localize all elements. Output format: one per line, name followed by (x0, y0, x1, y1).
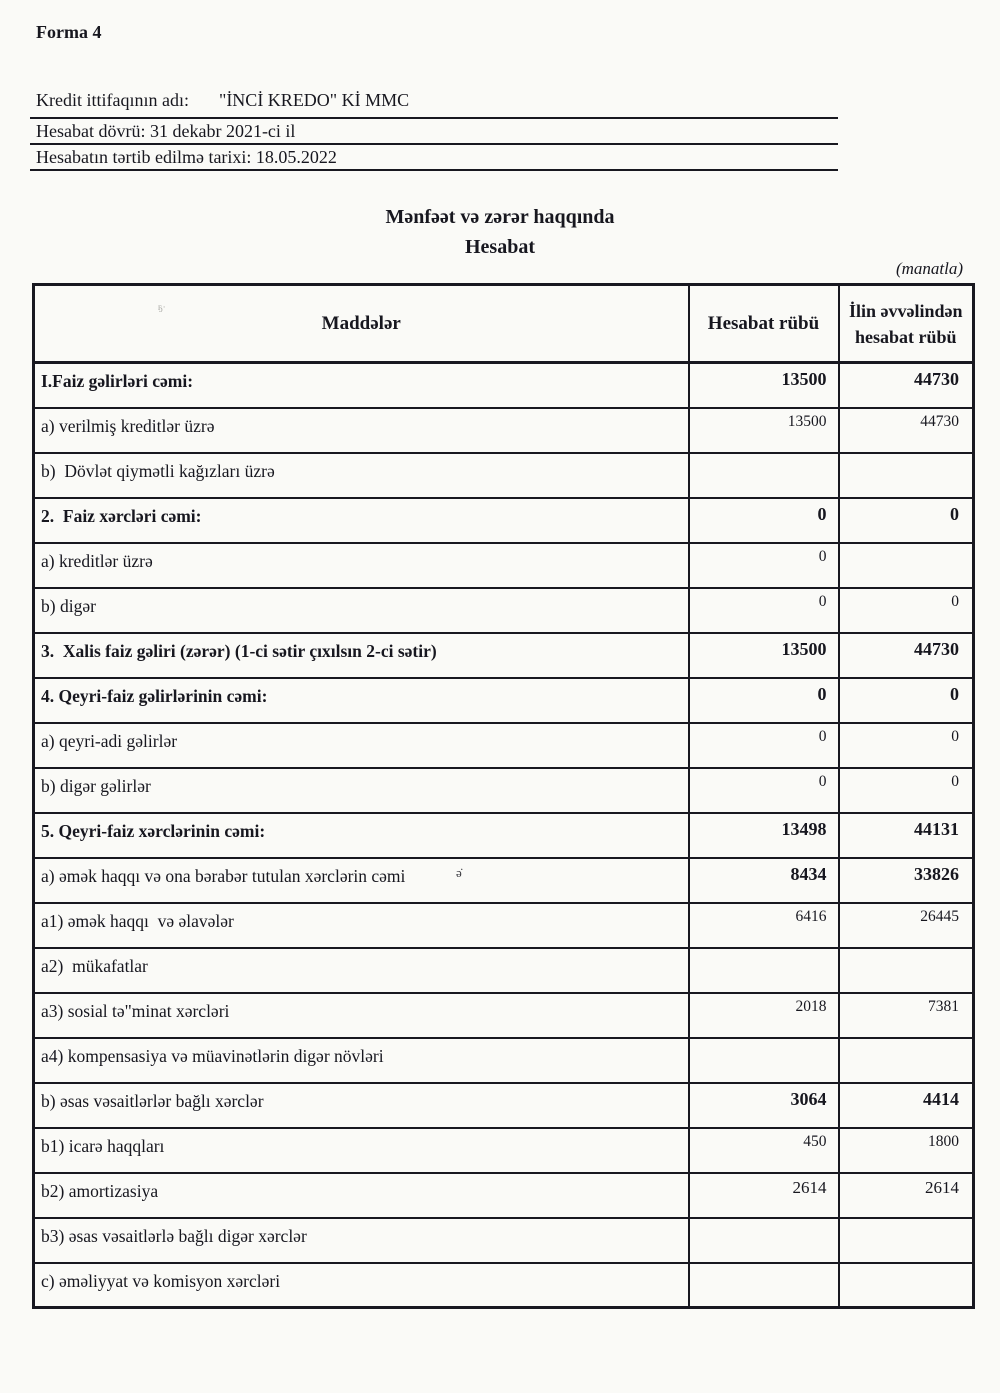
row-label: a1) əmək haqqı və əlavələr (34, 903, 689, 948)
row-label: b1) icarə haqqları (34, 1128, 689, 1173)
row-value-quarter (689, 948, 839, 993)
table-row (34, 678, 974, 723)
table-row (34, 723, 974, 768)
table-row (34, 543, 974, 588)
row-value-quarter: 0 (689, 588, 839, 633)
table-row (34, 903, 974, 948)
row-value-ytd (839, 1038, 974, 1083)
row-value-quarter: 13500 (689, 633, 839, 678)
report-table-header (34, 285, 974, 363)
row-label: a) qeyri-adi gəlirlər (34, 723, 689, 768)
table-row (34, 1038, 974, 1083)
row-label: 2. Faiz xərcləri cəmi: (34, 498, 689, 543)
row-value-ytd (839, 1263, 974, 1308)
column-header-ytd: İlin əvvəlindən hesabat rübü (839, 285, 974, 363)
currency-note: (manatla) (895, 259, 963, 278)
row-value-quarter: 13498 (689, 813, 839, 858)
header-row (34, 285, 974, 363)
row-label: b) digər gəlirlər (34, 768, 689, 813)
row-label: a2) mükafatlar (34, 948, 689, 993)
table-row (34, 1173, 974, 1218)
row-value-ytd: 44730 (839, 363, 974, 408)
row-value-ytd: 0 (839, 723, 974, 768)
row-value-ytd (839, 543, 974, 588)
report-title-line2: Hesabat (465, 236, 535, 258)
table-row (34, 588, 974, 633)
row-value-ytd: 1800 (839, 1128, 974, 1173)
table-row (34, 453, 974, 498)
row-label: b3) əsas vəsaitlərlə bağlı digər xərclər (34, 1218, 689, 1263)
column-header-quarter: Hesabat rübü (689, 285, 839, 363)
row-value-ytd: 7381 (839, 993, 974, 1038)
row-label: 3. Xalis faiz gəliri (zərər) (1-ci sətir çıxılsın 2-ci sətir) (34, 633, 689, 678)
scan-artifact: ə̇ (456, 865, 462, 880)
row-label: b) Dövlət qiymətli kağızları üzrə (34, 453, 689, 498)
row-value-ytd (839, 1218, 974, 1263)
row-value-ytd: 44131 (839, 813, 974, 858)
row-label: b2) amortizasiya (34, 1173, 689, 1218)
row-value-ytd: 33826 (839, 858, 974, 903)
report-title (0, 202, 1000, 262)
row-value-ytd: 4414 (839, 1083, 974, 1128)
row-label: c) əməliyyat və komisyon xərcləri (34, 1263, 689, 1308)
row-value-ytd: 0 (839, 678, 974, 723)
row-value-quarter: 6416 (689, 903, 839, 948)
row-value-quarter: 0 (689, 498, 839, 543)
report-title-line1: Mənfəət və zərər haqqında (385, 206, 615, 228)
form-number: Forma 4 (36, 22, 102, 42)
row-label: b) digər (34, 588, 689, 633)
row-label: 5. Qeyri-faiz xərclərinin cəmi: (34, 813, 689, 858)
row-value-ytd: 0 (839, 768, 974, 813)
row-label: I.Faiz gəlirləri cəmi: (34, 363, 689, 408)
table-row (34, 1083, 974, 1128)
row-label: b) əsas vəsaitlərlər bağlı xərclər (34, 1083, 689, 1128)
table-row (34, 408, 974, 453)
row-value-quarter: 13500 (689, 363, 839, 408)
column-header-items: Maddələr (34, 285, 689, 363)
row-value-ytd: 44730 (839, 408, 974, 453)
row-value-quarter: 0 (689, 723, 839, 768)
report-meta-block (30, 117, 838, 171)
row-label: a) kreditlər üzrə (34, 543, 689, 588)
row-value-quarter (689, 1218, 839, 1263)
table-row (34, 633, 974, 678)
row-value-quarter (689, 1263, 839, 1308)
table-row (34, 498, 974, 543)
row-label: 4. Qeyri-faiz gəlirlərinin cəmi: (34, 678, 689, 723)
row-value-quarter: 0 (689, 768, 839, 813)
row-value-ytd: 26445 (839, 903, 974, 948)
row-value-ytd (839, 948, 974, 993)
credit-union-line (36, 90, 409, 111)
table-row (34, 948, 974, 993)
row-value-quarter: 2018 (689, 993, 839, 1038)
row-value-ytd: 0 (839, 498, 974, 543)
row-value-ytd: 44730 (839, 633, 974, 678)
credit-union-name: "İNCİ KREDO" Kİ MMC (218, 90, 410, 110)
row-value-ytd: 2614 (839, 1173, 974, 1218)
row-label: a) əmək haqqı və ona bərabər tutulan xərclərin cəmi (34, 858, 689, 903)
table-row (34, 363, 974, 408)
report-table (32, 283, 975, 1309)
table-row (34, 768, 974, 813)
row-value-quarter: 2614 (689, 1173, 839, 1218)
table-row (34, 813, 974, 858)
table-row (34, 993, 974, 1038)
row-value-quarter: 450 (689, 1128, 839, 1173)
table-row (34, 1128, 974, 1173)
table-row (34, 1218, 974, 1263)
report-date: Hesabatın tərtib edilmə tarixi: 18.05.2022 (30, 145, 838, 171)
row-value-quarter: 0 (689, 543, 839, 588)
row-value-quarter: 8434 (689, 858, 839, 903)
row-value-quarter (689, 453, 839, 498)
row-label: a3) sosial tə"minat xərcləri (34, 993, 689, 1038)
row-label: a4) kompensasiya və müavinətlərin digər növləri (34, 1038, 689, 1083)
row-value-quarter: 0 (689, 678, 839, 723)
report-table-body (34, 363, 974, 1308)
row-value-quarter (689, 1038, 839, 1083)
table-row (34, 1263, 974, 1308)
row-value-ytd: 0 (839, 588, 974, 633)
credit-union-label: Kredit ittifaqının adı: (36, 90, 189, 110)
scan-artifact: ҕ· (158, 302, 166, 312)
row-value-ytd (839, 453, 974, 498)
table-row (34, 858, 974, 903)
row-value-quarter: 13500 (689, 408, 839, 453)
row-label: a) verilmiş kreditlər üzrə (34, 408, 689, 453)
report-period: Hesabat dövrü: 31 dekabr 2021-ci il (30, 119, 838, 145)
row-value-quarter: 3064 (689, 1083, 839, 1128)
